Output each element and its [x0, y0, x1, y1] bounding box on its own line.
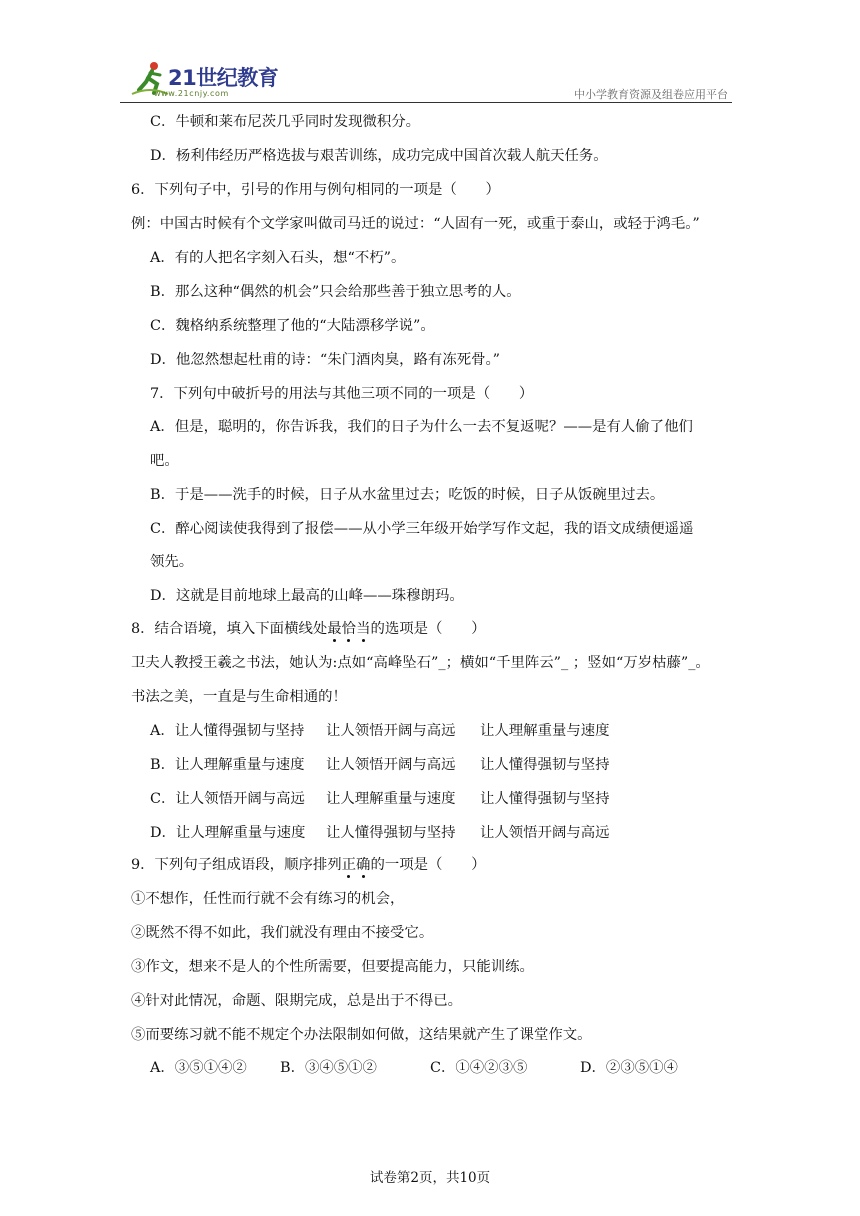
header-divider [120, 102, 732, 103]
q9-sentence-1: ①不想作，任性而行就不会有练习的机会， [131, 891, 405, 907]
q9-sentence-3: ③作文，想来不是人的个性所需要，但要提高能力，只能训练。 [131, 959, 534, 975]
q8-a-part1: A．让人懂得强韧与坚持 [150, 723, 305, 739]
q9-option-a: A．③⑤①④② [150, 1060, 247, 1076]
q8-a-part3: 让人理解重量与速度 [480, 723, 610, 739]
page-footer: 试卷第2页，共10页 [369, 1170, 491, 1186]
emphasis-char: 当 [356, 621, 371, 637]
q9-option-d: D．②③⑤①④ [580, 1060, 678, 1076]
q8-option-c [150, 790, 610, 808]
q8-stem-post: 的选项是（ ） [370, 621, 486, 637]
q7-stem: 7．下列句中破折号的用法与其他三项不同的一项是（ ） [150, 386, 534, 402]
emphasis-char: 最 [327, 621, 342, 637]
q8-c-part3: 让人懂得强韧与坚持 [480, 791, 610, 807]
q6-option-d: D．他忽然想起杜甫的诗：“朱门酒肉臭，路有冻死骨。” [150, 352, 501, 368]
q7-option-d: D．这就是目前地球上最高的山峰——珠穆朗玛。 [150, 588, 464, 604]
q8-d-part1: D．让人理解重量与速度 [150, 825, 306, 841]
page-header [120, 56, 732, 106]
q6-option-a: A．有的人把名字刻入石头，想“不朽”。 [150, 250, 406, 266]
q9-option-b: B．③④⑤①② [280, 1060, 377, 1076]
q8-b-part2: 让人领悟开阔与高远 [326, 757, 456, 773]
q9-sentence-2: ②既然不得不如此，我们就没有理由不接受它。 [131, 925, 434, 941]
q6-stem: 6．下列句子中，引号的作用与例句相同的一项是（ ） [131, 182, 500, 198]
emphasis-char: 确 [356, 857, 371, 873]
q8-option-a [150, 722, 610, 740]
q9-stem [131, 856, 486, 874]
q8-option-b [150, 756, 610, 774]
q8-option-d [150, 824, 610, 842]
q8-stem-pre: 8．结合语境，填入下面横线处 [131, 621, 328, 637]
emphasis-char: 正 [341, 857, 357, 873]
logo-text: 21世纪教育 [168, 66, 279, 90]
q8-a-part2: 让人领悟开阔与高远 [326, 723, 456, 739]
q6-example: 例：中国古时候有个文学家叫做司马迁的说过：“人固有一死，或重于泰山，或轻于鸿毛。” [131, 216, 700, 232]
q8-c-part2: 让人理解重量与速度 [326, 791, 456, 807]
q6-option-b: B．那么这种“偶然的机会”只会给那些善于独立思考的人。 [150, 284, 521, 300]
q9-stem-pre: 9．下列句子组成语段，顺序排列 [131, 857, 342, 873]
q9-option-c: C．①④②③⑤ [430, 1060, 528, 1076]
q6-option-c: C．魏格纳系统整理了他的“大陆漂移学说”。 [150, 318, 435, 334]
q7-option-a-cont: 吧。 [150, 453, 179, 469]
logo [130, 60, 280, 104]
q8-context-cont: 书法之美，一直是与生命相通的！ [131, 689, 347, 705]
platform-title: 中小学教育资源及组卷应用平台 [574, 88, 728, 101]
q9-options [150, 1059, 678, 1077]
q7-option-c: C．醉心阅读使我得到了报偿——从小学三年级开始学写作文起，我的语文成绩便遥遥 [150, 521, 694, 537]
q8-d-part2: 让人懂得强韧与坚持 [326, 825, 456, 841]
q8-b-part1: B．让人理解重量与速度 [150, 757, 305, 773]
q8-b-part3: 让人懂得强韧与坚持 [480, 757, 610, 773]
q7-option-a: A．但是，聪明的，你告诉我，我们的日子为什么一去不复返呢？——是有人偷了他们 [150, 419, 693, 435]
q7-option-b: B．于是——洗手的时候，日子从水盆里过去；吃饭的时候，日子从饭碗里过去。 [150, 487, 665, 503]
emphasis-char: 恰 [341, 621, 357, 637]
q9-sentence-5: ⑤而要练习就不能不规定个办法限制如何做，这结果就产生了课堂作文。 [131, 1027, 592, 1043]
q8-stem [131, 620, 486, 638]
logo-url: www.21cnjy.com [154, 89, 229, 98]
q5-option-c: C．牛顿和莱布尼茨几乎同时发现微积分。 [150, 114, 421, 130]
q8-c-part1: C．让人领悟开阔与高远 [150, 791, 305, 807]
q9-stem-post: 的一项是（ ） [370, 857, 486, 873]
q9-sentence-4: ④针对此情况，命题、限期完成，总是出于不得已。 [131, 993, 462, 1009]
q7-option-c-cont: 领先。 [150, 554, 194, 570]
q8-context: 卫夫人教授王羲之书法，她认为:点如“高峰坠石”_；横如“千里阵云”_ ；竖如“万岁枯藤”_。 [131, 655, 710, 671]
q5-option-d: D．杨利伟经历严格选拔与艰苦训练，成功完成中国首次载人航天任务。 [150, 148, 608, 164]
q8-d-part3: 让人领悟开阔与高远 [480, 825, 610, 841]
